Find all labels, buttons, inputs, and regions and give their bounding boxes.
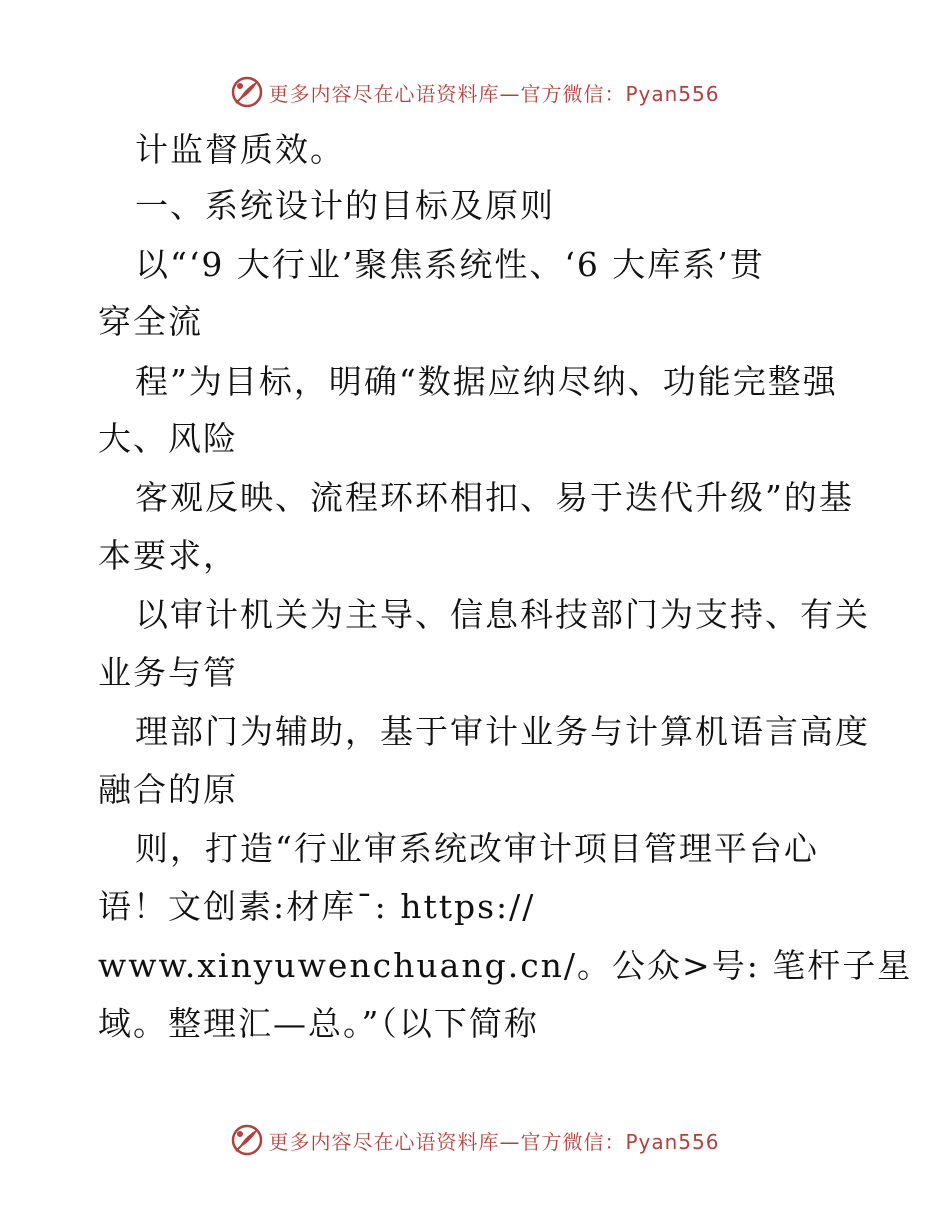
header-banner-text: 更多内容尽在心语资料库—官方微信：Pyan556 (268, 81, 720, 106)
feather-pen-logo-icon (230, 75, 264, 109)
text-line: www.xinyuwenchuang.cn/。公众>号: 笔杆子星 (98, 946, 913, 985)
text-line: 理部门为辅助，基于审计业务与计算机语言高度 (135, 712, 870, 751)
text-line: 大、风险 (98, 419, 238, 458)
text-line: 本要求， (98, 536, 238, 575)
section-heading: 一、系统设计的目标及原则 (135, 186, 555, 225)
footer-banner (0, 1120, 950, 1160)
text-line: 穿全流 (98, 302, 203, 341)
text-line: 以审计机关为主导、信息科技部门为支持、有关 (135, 595, 870, 634)
footer-banner-text: 更多内容尽在心语资料库—官方微信：Pyan556 (268, 1129, 720, 1154)
text-line: 域。整理汇—总。”（以下简称 (98, 1004, 539, 1043)
text-line: 计监督质效。 (135, 130, 345, 169)
text-line: 程”为目标，明确“数据应纳尽纳、功能完整强 (135, 362, 838, 401)
header-banner (0, 72, 950, 112)
text-line: 客观反映、流程环环相扣、易于迭代升级”的基 (135, 478, 854, 517)
text-line: 融合的原 (98, 770, 238, 809)
text-line: 以“‘9 大行业’聚焦系统性、‘6 大库系’贯 (135, 245, 765, 284)
text-line: 业务与管 (98, 653, 238, 692)
text-line: 则，打造“行业审系统改审计项目管理平台心 (135, 829, 819, 868)
feather-pen-logo-icon (230, 1123, 264, 1157)
text-line: 语！文创素:材库¯: https:// (98, 887, 536, 926)
